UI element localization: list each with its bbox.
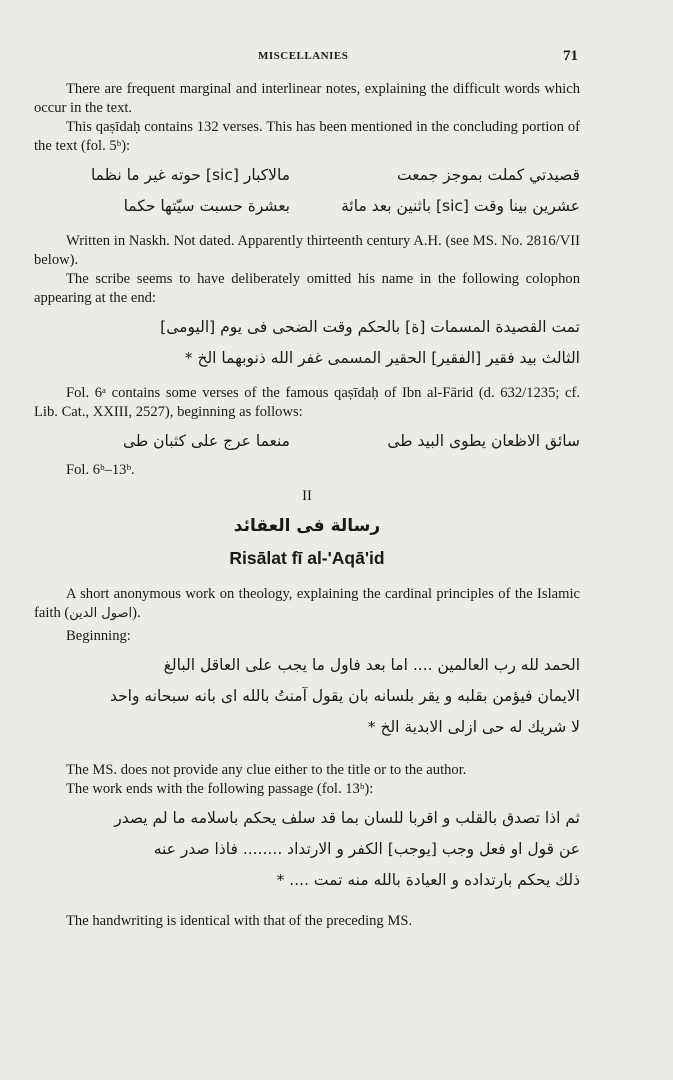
arabic-ending-line: ذلك يحكم بارتداده و العيادة بالله منه تمت .... * <box>276 871 580 889</box>
arabic-verse-line <box>34 160 580 191</box>
arabic-hemistich: بعشرة حسبت سيّتها حكما <box>123 197 290 215</box>
description-arabic: اصول الدين <box>69 606 133 621</box>
arabic-beginning-line: الحمد لله رب العالمين .... اما بعد فاول ما يجب على العاقل البالغ <box>163 656 580 674</box>
paragraph-marginal-notes: There are frequent marginal and interlinear notes, explaining the difficult words which occur in the text. <box>34 81 580 116</box>
section-title: Risālat fī al-'Aqā'id <box>229 548 385 568</box>
section-title-arabic: رسالة فى العقائد <box>233 516 381 536</box>
arabic-hemistich: سائق الاظعان يطوى البيد طى <box>387 432 580 450</box>
arabic-colophon-line: تمت القصيدة المسمات [ة] بالحكم وقت الضحى فى يوم [اليومى] <box>160 318 580 336</box>
arabic-beginning-line: لا شريك له حى ازلى الابدية الخ * <box>367 718 580 736</box>
arabic-ending-line: ثم اذا تصدق بالقلب و اقربا للسان بما قد سلف يحكم باسلامه ما لم يصدر <box>114 809 580 827</box>
arabic-beginning-line: الايمان فيؤمن بقلبه و يقر بلسانه بان يقول آمنتُ بالله اى بانه سبحانه واحد <box>109 687 580 705</box>
paragraph-description <box>34 585 580 623</box>
paragraph-no-clue: The MS. does not provide any clue either to the title or to the author. <box>66 762 467 778</box>
arabic-hemistich: عشرين بينا وقت [sic] باثنين بعد مائة <box>341 197 580 215</box>
paragraph-folio-range: Fol. 6ᵇ–13ᵇ. <box>66 462 135 478</box>
page-header <box>0 46 673 68</box>
paragraph-script-date: Written in Naskh. Not dated. Apparently thirteenth century A.H. (see MS. No. 2816/VII below). <box>34 233 580 268</box>
arabic-hemistich: قصيدتي كملت بموجز جمعت <box>396 166 580 184</box>
page-number: 71 <box>563 48 578 64</box>
section-number: II <box>302 488 312 504</box>
arabic-hemistich: مالاكبار [sic] حوته غير ما نظما <box>90 166 290 184</box>
description-text: A short anonymous work on theology, explaining the cardinal principles of the Islamic faith ( <box>34 586 580 621</box>
description-end: ). <box>132 605 141 621</box>
paragraph-ending-label: The work ends with the following passage (fol. 13ᵇ): <box>66 781 374 797</box>
running-head: MISCELLANIES <box>258 50 349 62</box>
arabic-verse-line <box>34 426 580 457</box>
paragraph-verse-count: This qaṣīdaḥ contains 132 verses. This has been mentioned in the concluding portion of the text (fol. 5ᵇ): <box>34 119 580 154</box>
paragraph-scribe: The scribe seems to have deliberately omitted his name in the following colophon appearing at the end: <box>34 271 580 306</box>
arabic-verse-line <box>34 191 580 222</box>
arabic-hemistich: منعما عرج على كثبان طى <box>122 432 290 450</box>
paragraph-beginning-label: Beginning: <box>66 628 131 644</box>
page-body <box>34 80 580 931</box>
paragraph-handwriting: The handwriting is identical with that of the preceding MS. <box>66 913 413 929</box>
arabic-ending-line: عن قول او فعل وجب [يوجب] الكفر و الارتداد ........ فاذا صدر عنه <box>153 840 580 858</box>
paragraph-fol6a: Fol. 6ᵃ contains some verses of the famous qaṣīdaḥ of Ibn al-Fārid (d. 632/1235; cf. Lib. Cat., XXIII, 2527), beginning as follows: <box>34 385 580 420</box>
arabic-colophon-line: الثالث بيد فقير [الفقير] الحقير المسمى غفر الله ذنوبهما الخ * <box>184 349 580 367</box>
